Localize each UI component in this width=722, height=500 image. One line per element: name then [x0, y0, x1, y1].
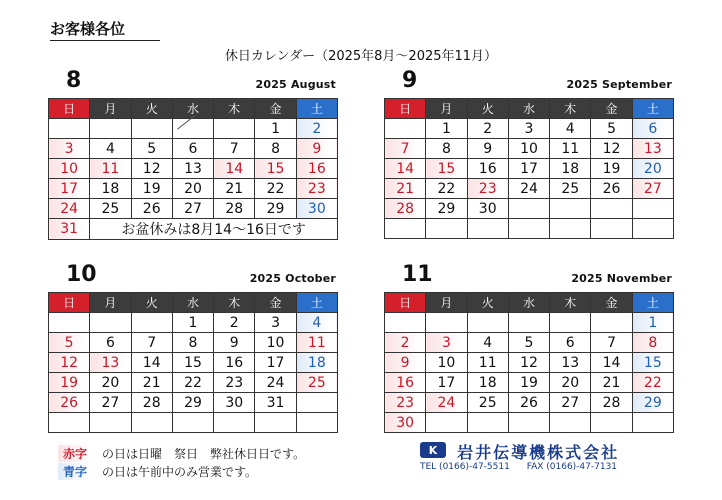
- day-cell: 15: [255, 159, 296, 179]
- company-name: 岩井伝導機株式会社: [457, 443, 620, 462]
- weekday-header: 火: [131, 293, 172, 313]
- day-cell: 30: [214, 393, 255, 413]
- day-cell: [591, 219, 632, 239]
- day-cell: 9: [214, 333, 255, 353]
- day-cell: 25: [296, 373, 337, 393]
- day-cell: [426, 413, 467, 433]
- day-cell: 19: [508, 373, 549, 393]
- day-cell: 27: [172, 199, 213, 219]
- weekday-header: 水: [172, 99, 213, 119]
- day-cell: [550, 199, 591, 219]
- day-cell: 18: [467, 373, 508, 393]
- day-cell: 13: [90, 353, 131, 373]
- day-cell: [632, 219, 673, 239]
- day-cell: 4: [467, 333, 508, 353]
- day-cell: 1: [632, 313, 673, 333]
- day-cell: 26: [508, 393, 549, 413]
- weekday-header: 土: [632, 293, 673, 313]
- day-cell: 23: [214, 373, 255, 393]
- day-cell: 9: [296, 139, 337, 159]
- weekday-header: 月: [426, 99, 467, 119]
- day-cell: [296, 393, 337, 413]
- day-cell: 29: [172, 393, 213, 413]
- calendar-table: [384, 292, 674, 433]
- calendar-table: [48, 292, 338, 433]
- weekday-header: 月: [90, 99, 131, 119]
- day-cell: 23: [296, 179, 337, 199]
- day-cell: 15: [426, 159, 467, 179]
- day-cell: 7: [214, 139, 255, 159]
- day-cell: 4: [296, 313, 337, 333]
- day-cell: 14: [214, 159, 255, 179]
- day-cell: 24: [49, 199, 90, 219]
- day-cell: 26: [131, 199, 172, 219]
- day-cell: 15: [172, 353, 213, 373]
- day-cell: 29: [255, 199, 296, 219]
- day-cell: 1: [255, 119, 296, 139]
- day-cell: 2: [467, 119, 508, 139]
- day-cell: [90, 313, 131, 333]
- day-cell: 6: [550, 333, 591, 353]
- day-cell: 12: [508, 353, 549, 373]
- day-cell: 13: [550, 353, 591, 373]
- day-cell: [632, 413, 673, 433]
- day-cell: 18: [90, 179, 131, 199]
- day-cell: [385, 119, 426, 139]
- day-cell: 17: [49, 179, 90, 199]
- day-cell: 28: [131, 393, 172, 413]
- day-cell: [385, 313, 426, 333]
- day-cell: [131, 413, 172, 433]
- day-cell: 14: [591, 353, 632, 373]
- day-cell: [508, 199, 549, 219]
- day-cell: [426, 313, 467, 333]
- day-cell: [131, 313, 172, 333]
- day-cell: 11: [90, 159, 131, 179]
- day-cell: 21: [214, 179, 255, 199]
- day-cell: 3: [508, 119, 549, 139]
- day-cell: 25: [467, 393, 508, 413]
- day-cell: [296, 413, 337, 433]
- day-cell: 5: [591, 119, 632, 139]
- month-number: 10: [66, 262, 97, 287]
- day-cell: 5: [49, 333, 90, 353]
- day-cell: 5: [131, 139, 172, 159]
- company-tel: TEL (0166)-47-5511: [420, 462, 510, 472]
- weekday-header: 水: [508, 99, 549, 119]
- legend-red-text: の日は日曜 祭日 弊社休日日です。: [102, 447, 306, 461]
- day-cell: 11: [296, 333, 337, 353]
- day-cell: 23: [467, 179, 508, 199]
- day-cell: [214, 413, 255, 433]
- month-subtitle: 2025 September: [566, 78, 672, 91]
- weekday-header: 火: [467, 99, 508, 119]
- day-cell: 2: [296, 119, 337, 139]
- company-block: [420, 440, 619, 463]
- day-cell: [131, 119, 172, 139]
- day-cell: 22: [632, 373, 673, 393]
- day-cell: 29: [632, 393, 673, 413]
- legend-blue-tag: 青字: [58, 463, 92, 480]
- day-cell: [255, 413, 296, 433]
- day-cell: 24: [255, 373, 296, 393]
- day-cell: 21: [591, 373, 632, 393]
- day-cell: 3: [49, 139, 90, 159]
- day-cell: 25: [90, 199, 131, 219]
- day-cell: 28: [214, 199, 255, 219]
- day-cell: 16: [467, 159, 508, 179]
- day-cell: 15: [632, 353, 673, 373]
- day-cell: 9: [385, 353, 426, 373]
- day-cell: 6: [632, 119, 673, 139]
- page-title: 休日カレンダー（2025年8月～2025年11月）: [224, 49, 498, 64]
- day-cell: 21: [131, 373, 172, 393]
- day-cell: 28: [591, 393, 632, 413]
- day-cell: 10: [426, 353, 467, 373]
- calendar-table: [384, 98, 674, 239]
- svg-text:K: K: [428, 443, 438, 457]
- weekday-header: 火: [467, 293, 508, 313]
- day-cell: 24: [508, 179, 549, 199]
- day-cell: 10: [255, 333, 296, 353]
- weekday-header: 水: [172, 293, 213, 313]
- day-cell: [49, 413, 90, 433]
- legend-red-tag: 赤字: [58, 445, 92, 462]
- day-cell: 2: [214, 313, 255, 333]
- day-cell: 3: [426, 333, 467, 353]
- day-cell: 14: [131, 353, 172, 373]
- day-cell: 30: [467, 199, 508, 219]
- day-cell: [467, 413, 508, 433]
- day-cell: 12: [131, 159, 172, 179]
- weekday-header: 日: [385, 99, 426, 119]
- legend-red: [58, 445, 305, 462]
- day-cell: [591, 199, 632, 219]
- legend-blue: [58, 463, 257, 480]
- day-cell: 20: [550, 373, 591, 393]
- weekday-header: 土: [296, 293, 337, 313]
- weekday-header: 金: [591, 99, 632, 119]
- weekday-header: 日: [49, 99, 90, 119]
- weekday-header: 月: [90, 293, 131, 313]
- day-cell: [632, 199, 673, 219]
- day-cell: 7: [385, 139, 426, 159]
- day-cell: [214, 119, 255, 139]
- day-cell: 7: [591, 333, 632, 353]
- weekday-header: 木: [214, 99, 255, 119]
- day-cell: 31: [49, 219, 90, 240]
- weekday-header: 土: [632, 99, 673, 119]
- day-cell: 22: [172, 373, 213, 393]
- weekday-header: 日: [385, 293, 426, 313]
- day-cell: 28: [385, 199, 426, 219]
- day-cell: [90, 119, 131, 139]
- day-cell: [385, 219, 426, 239]
- weekday-header: 水: [508, 293, 549, 313]
- day-cell: [591, 313, 632, 333]
- day-cell: 16: [214, 353, 255, 373]
- legend-blue-text: の日は午前中のみ営業です。: [102, 465, 258, 479]
- day-cell: 27: [90, 393, 131, 413]
- day-cell: 4: [90, 139, 131, 159]
- day-cell: 16: [296, 159, 337, 179]
- day-cell: [508, 219, 549, 239]
- month-number: 9: [402, 68, 418, 93]
- day-cell: 24: [426, 393, 467, 413]
- day-cell: 19: [131, 179, 172, 199]
- day-cell: [508, 313, 549, 333]
- day-cell: 30: [296, 199, 337, 219]
- day-cell: [550, 313, 591, 333]
- day-cell: 6: [90, 333, 131, 353]
- day-cell: 19: [49, 373, 90, 393]
- day-cell: 27: [632, 179, 673, 199]
- day-cell: 27: [550, 393, 591, 413]
- day-cell: 22: [255, 179, 296, 199]
- day-cell: [172, 413, 213, 433]
- day-cell: [90, 413, 131, 433]
- day-cell: 12: [49, 353, 90, 373]
- company-contact: [420, 462, 631, 472]
- day-cell: 11: [467, 353, 508, 373]
- day-cell: 1: [426, 119, 467, 139]
- weekday-header: 金: [591, 293, 632, 313]
- day-cell: [591, 413, 632, 433]
- day-cell: 20: [90, 373, 131, 393]
- month-number: 11: [402, 262, 433, 287]
- day-cell: 6: [172, 139, 213, 159]
- day-cell: 8: [632, 333, 673, 353]
- day-cell: 22: [426, 179, 467, 199]
- weekday-header: 金: [255, 293, 296, 313]
- day-cell: 25: [550, 179, 591, 199]
- day-cell: 16: [385, 373, 426, 393]
- weekday-header: 日: [49, 293, 90, 313]
- day-cell: 5: [508, 333, 549, 353]
- day-cell: 8: [426, 139, 467, 159]
- day-cell: 13: [172, 159, 213, 179]
- weekday-header: 土: [296, 99, 337, 119]
- day-cell: [426, 219, 467, 239]
- day-cell: 31: [255, 393, 296, 413]
- day-cell: 3: [255, 313, 296, 333]
- calendar-table: [48, 98, 338, 240]
- day-cell: 13: [632, 139, 673, 159]
- greeting: お客様各位: [50, 18, 160, 41]
- day-cell: 26: [49, 393, 90, 413]
- day-cell: 20: [172, 179, 213, 199]
- month-note: お盆休みは8月14～16日です: [90, 219, 338, 240]
- day-cell: 26: [591, 179, 632, 199]
- day-cell: [467, 313, 508, 333]
- weekday-header: 金: [255, 99, 296, 119]
- month-subtitle: 2025 November: [571, 272, 672, 285]
- day-cell: 17: [426, 373, 467, 393]
- day-cell: 8: [172, 333, 213, 353]
- month-subtitle: 2025 August: [255, 78, 336, 91]
- day-cell: 4: [550, 119, 591, 139]
- day-cell: 20: [632, 159, 673, 179]
- day-cell: 8: [255, 139, 296, 159]
- day-cell: 18: [296, 353, 337, 373]
- day-cell: 30: [385, 413, 426, 433]
- company-fax: FAX (0166)-47-7131: [526, 462, 618, 472]
- day-cell: 18: [550, 159, 591, 179]
- day-cell: 2: [385, 333, 426, 353]
- day-cell: 10: [49, 159, 90, 179]
- day-cell: 1: [172, 313, 213, 333]
- day-cell: 19: [591, 159, 632, 179]
- day-cell: 29: [426, 199, 467, 219]
- weekday-header: 木: [550, 293, 591, 313]
- day-cell: 12: [591, 139, 632, 159]
- day-cell: [49, 313, 90, 333]
- day-cell: 9: [467, 139, 508, 159]
- day-cell: 10: [508, 139, 549, 159]
- day-cell: [550, 219, 591, 239]
- day-cell: 23: [385, 393, 426, 413]
- day-cell: [467, 219, 508, 239]
- weekday-header: 木: [214, 293, 255, 313]
- month-number: 8: [66, 68, 82, 93]
- day-cell: 21: [385, 179, 426, 199]
- day-cell: 11: [550, 139, 591, 159]
- day-cell: 7: [131, 333, 172, 353]
- day-cell: 14: [385, 159, 426, 179]
- day-cell: [49, 119, 90, 139]
- day-cell: [508, 413, 549, 433]
- month-subtitle: 2025 October: [249, 272, 336, 285]
- weekday-header: 月: [426, 293, 467, 313]
- weekday-header: 木: [550, 99, 591, 119]
- day-cell: 17: [508, 159, 549, 179]
- company-logo-icon: [420, 442, 446, 462]
- day-cell: [550, 413, 591, 433]
- weekday-header: 火: [131, 99, 172, 119]
- day-cell: 17: [255, 353, 296, 373]
